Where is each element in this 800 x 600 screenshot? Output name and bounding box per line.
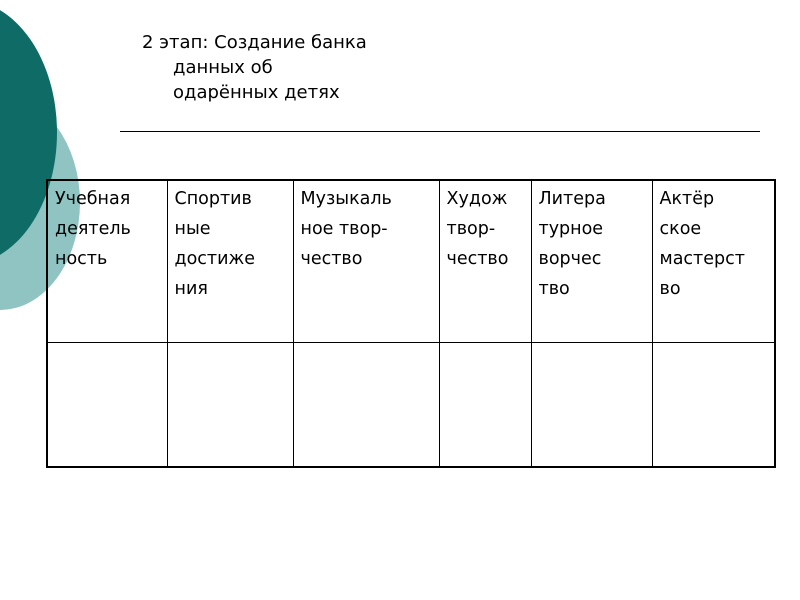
header-cell-study — [47, 180, 167, 343]
header-cell-acting — [652, 180, 775, 343]
gifted-children-table — [46, 179, 776, 468]
table-cell — [47, 343, 167, 468]
header-text: Литера — [538, 189, 606, 209]
header-text: ворчес — [538, 249, 602, 269]
header-text: ные — [174, 219, 211, 239]
table-cell — [531, 343, 652, 468]
table-cell — [439, 343, 531, 468]
header-text: чество — [300, 249, 363, 269]
header-text: тво — [538, 279, 570, 299]
title-line-3: одарённых детях — [173, 82, 340, 103]
header-text: ное твор- — [300, 219, 388, 239]
title-divider — [120, 131, 760, 132]
header-cell-literature — [531, 180, 652, 343]
header-text: во — [659, 279, 681, 299]
header-text: Актёр — [659, 189, 715, 209]
header-text: турное — [538, 219, 604, 239]
header-text: ское — [659, 219, 702, 239]
table-cell — [167, 343, 293, 468]
table-row — [47, 343, 775, 468]
header-text: Учебная — [55, 189, 131, 209]
slide-title — [142, 30, 367, 105]
header-cell-sport — [167, 180, 293, 343]
header-cell-art — [439, 180, 531, 343]
header-text: Музыкаль — [300, 189, 392, 209]
table-cell — [293, 343, 439, 468]
header-text: деятель — [55, 219, 131, 239]
header-text: чество — [446, 249, 509, 269]
header-text: Спортив — [174, 189, 252, 209]
table-cell — [652, 343, 775, 468]
title-line-2: данных об — [173, 57, 273, 78]
title-line-1: 2 этап: Создание банка — [142, 32, 367, 53]
header-text: достиже — [174, 249, 256, 269]
header-text: мастерст — [659, 249, 745, 269]
header-text: твор- — [446, 219, 496, 239]
header-text: ния — [174, 279, 208, 299]
header-text: ность — [55, 249, 108, 269]
header-text: Худож — [446, 189, 508, 209]
header-cell-music — [293, 180, 439, 343]
table-header-row — [47, 180, 775, 343]
